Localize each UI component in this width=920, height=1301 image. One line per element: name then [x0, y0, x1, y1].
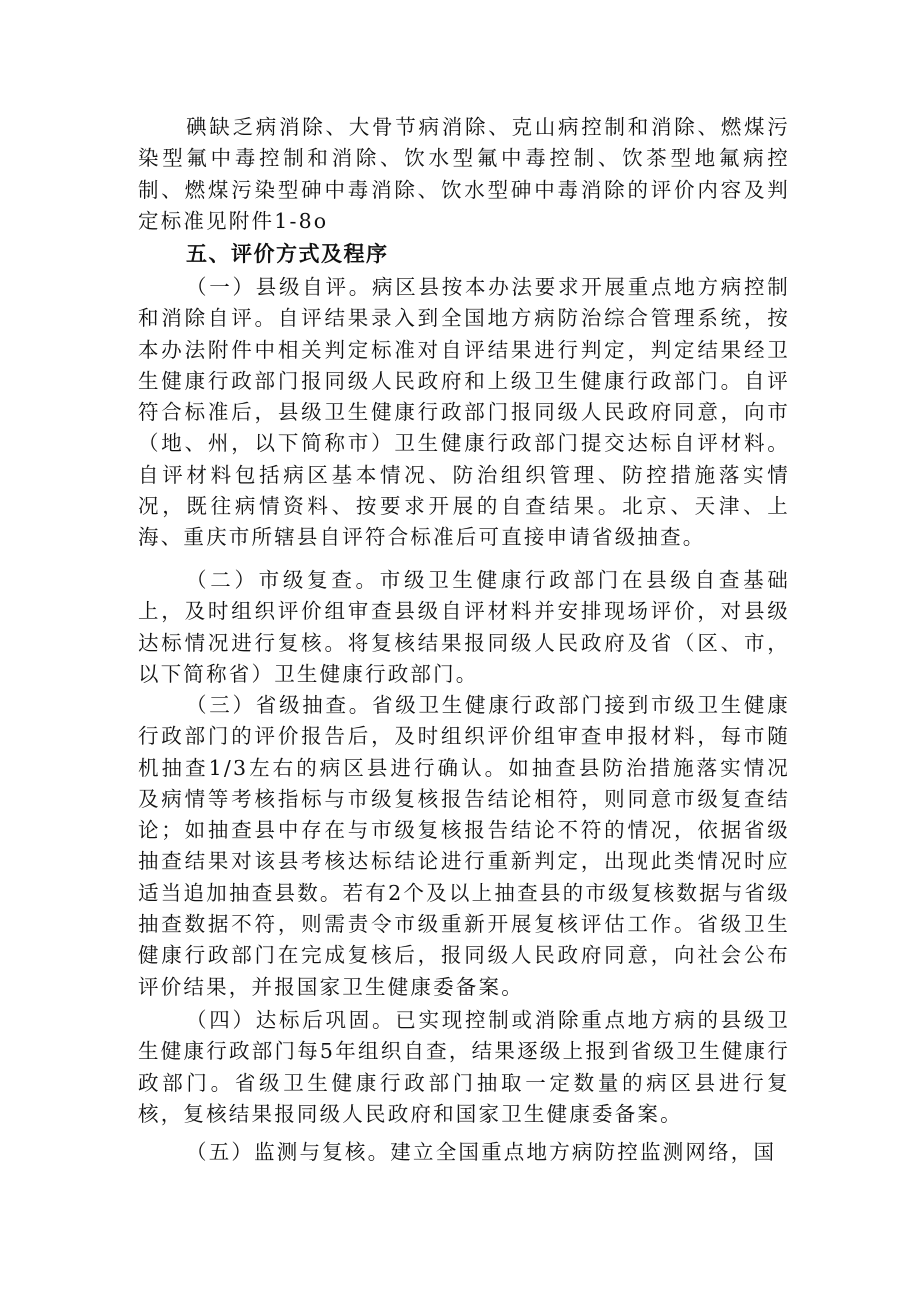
paragraph-post-compliance-consolidation: （四）达标后巩固。已实现控制或消除重点地方病的县级卫生健康行政部门每5年组织自查，结果逐级上报到省级卫生健康行政部门。省级卫生健康行政部门抽取一定数量的病区县进行复核，复核结果报同级人民政府和国家卫生健康委备案。: [138, 1008, 790, 1126]
intro-paragraph: 碘缺乏病消除、大骨节病消除、克山病控制和消除、燃煤污染型氟中毒控制和消除、饮水型氟中毒控制、饮茶型地氟病控制、燃煤污染型砷中毒消除、饮水型砷中毒消除的评价内容及判定标准见附件1-8o: [138, 115, 790, 233]
paragraph-city-review: （二）市级复查。市级卫生健康行政部门在县级自查基础上，及时组织评价组审查县级自评材料并安排现场评价，对县级达标情况进行复核。将复核结果报同级人民政府及省（区、市，以下简称省）卫生健康行政部门。: [138, 568, 790, 686]
paragraph-provincial-spot-check: （三）省级抽查。省级卫生健康行政部门接到市级卫生健康行政部门的评价报告后，及时组织评价组审查申报材料，每市随机抽查1/3左右的病区县进行确认。如抽查县防治措施落实情况及病情等考核指标与市级复核报告结论相符，则同意市级复查结论；如抽查县中存在与市级复核报告结论不符的情况，依据省级抽查结果对该县考核达标结论进行重新判定，出现此类情况时应适当追加抽查县数。若有2个及以上抽查县的市级复核数据与省级抽查数据不符，则需责令市级重新开展复核评估工作。省级卫生健康行政部门在完成复核后，报同级人民政府同意，向社会公布评价结果，并报国家卫生健康委备案。: [138, 693, 790, 999]
section-heading: 五、评价方式及程序: [186, 242, 389, 266]
paragraph-county-self-assessment: （一）县级自评。病区县按本办法要求开展重点地方病控制和消除自评。自评结果录入到全国地方病防治综合管理系统，按本办法附件中相关判定标准对自评结果进行判定，判定结果经卫生健康行政部门报同级人民政府和上级卫生健康行政部门。自评符合标准后，县级卫生健康行政部门报同级人民政府同意，向市（地、州，以下简称市）卫生健康行政部门提交达标自评材料。自评材料包括病区基本情况、防治组织管理、防控措施落实情况，既往病情资料、按要求开展的自查结果。北京、天津、上海、重庆市所辖县自评符合标准后可直接申请省级抽查。: [138, 275, 790, 550]
paragraph-monitoring-and-review: （五）监测与复核。建立全国重点地方病防控监测网络，国: [186, 1140, 777, 1164]
